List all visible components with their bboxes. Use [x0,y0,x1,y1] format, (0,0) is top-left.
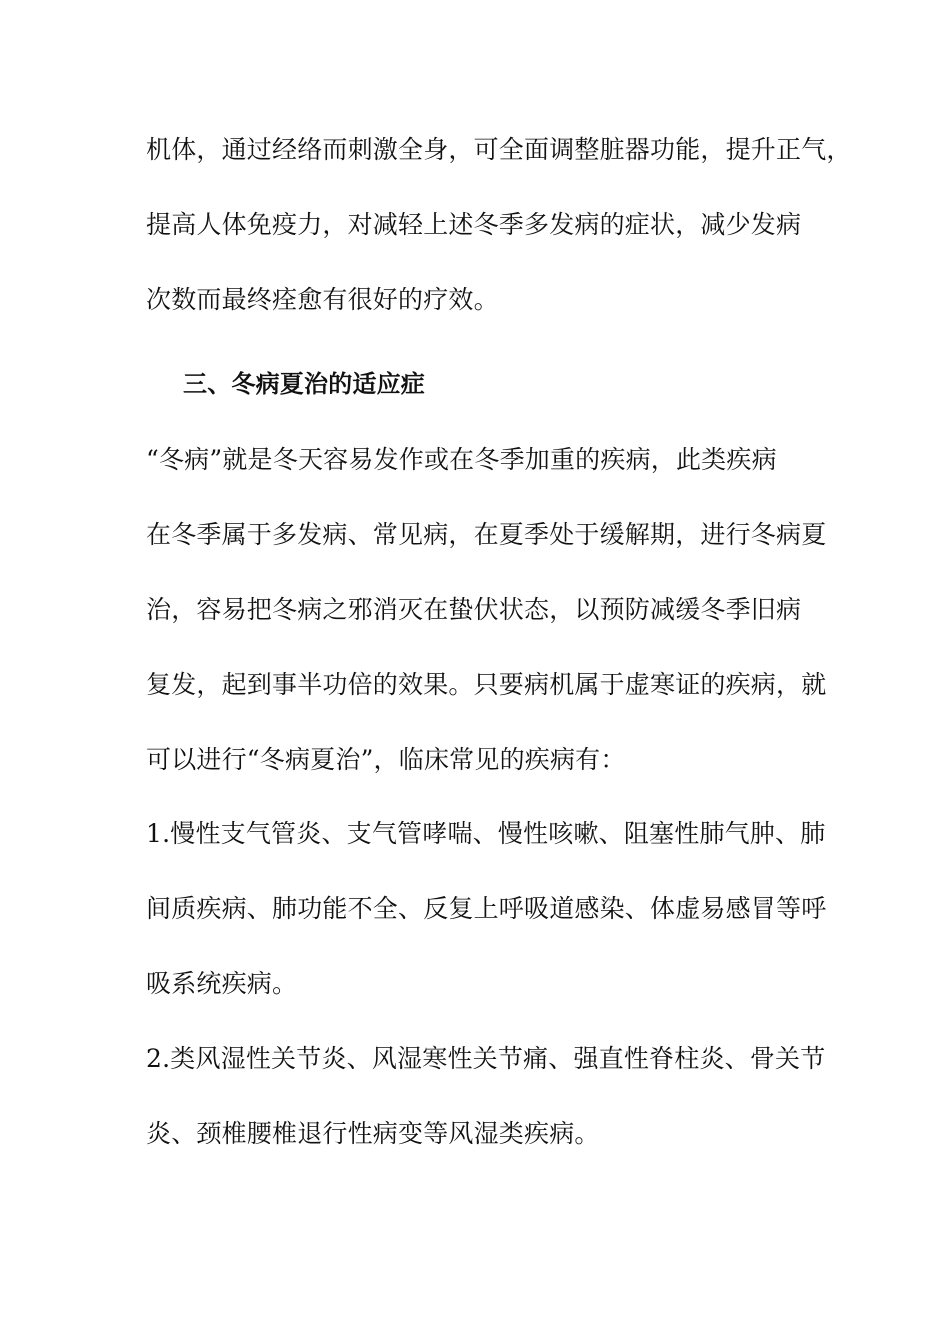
paragraph-line: 复发，起到事半功倍的效果。只要病机属于虚寒证的疾病，就 [146,670,827,699]
list-item-line: 间质疾病、肺功能不全、反复上呼吸道感染、体虚易感冒等呼 [146,894,827,923]
list-item-line: 2.类风湿性关节炎、风湿寒性关节痛、强直性脊柱炎、骨关节 [146,1044,826,1073]
paragraph-line: 次数而最终痊愈有很好的疗效。 [146,285,499,314]
list-item-line: 炎、颈椎腰椎退行性病变等风湿类疾病。 [146,1119,600,1148]
paragraph-line: 机体，通过经络而刺激全身，可全面调整脏器功能，提升正气， [146,135,852,164]
paragraph-line: 可以进行“冬病夏治”，临床常见的疾病有： [146,745,626,774]
paragraph-line: 提高人体免疫力，对减轻上述冬季多发病的症状，减少发病 [146,210,802,239]
section-heading: 三、冬病夏治的适应症 [183,370,425,398]
list-item-line: 1.慢性支气管炎、支气管哮喘、慢性咳嗽、阻塞性肺气肿、肺 [146,819,826,848]
paragraph-line: 在冬季属于多发病、常见病，在夏季处于缓解期，进行冬病夏 [146,520,827,549]
list-item-line: 吸系统疾病。 [146,969,298,998]
paragraph-line: “冬病”就是冬天容易发作或在冬季加重的疾病，此类疾病 [146,445,777,474]
paragraph-line: 治，容易把冬病之邪消灭在蛰伏状态，以预防减缓冬季旧病 [146,595,802,624]
